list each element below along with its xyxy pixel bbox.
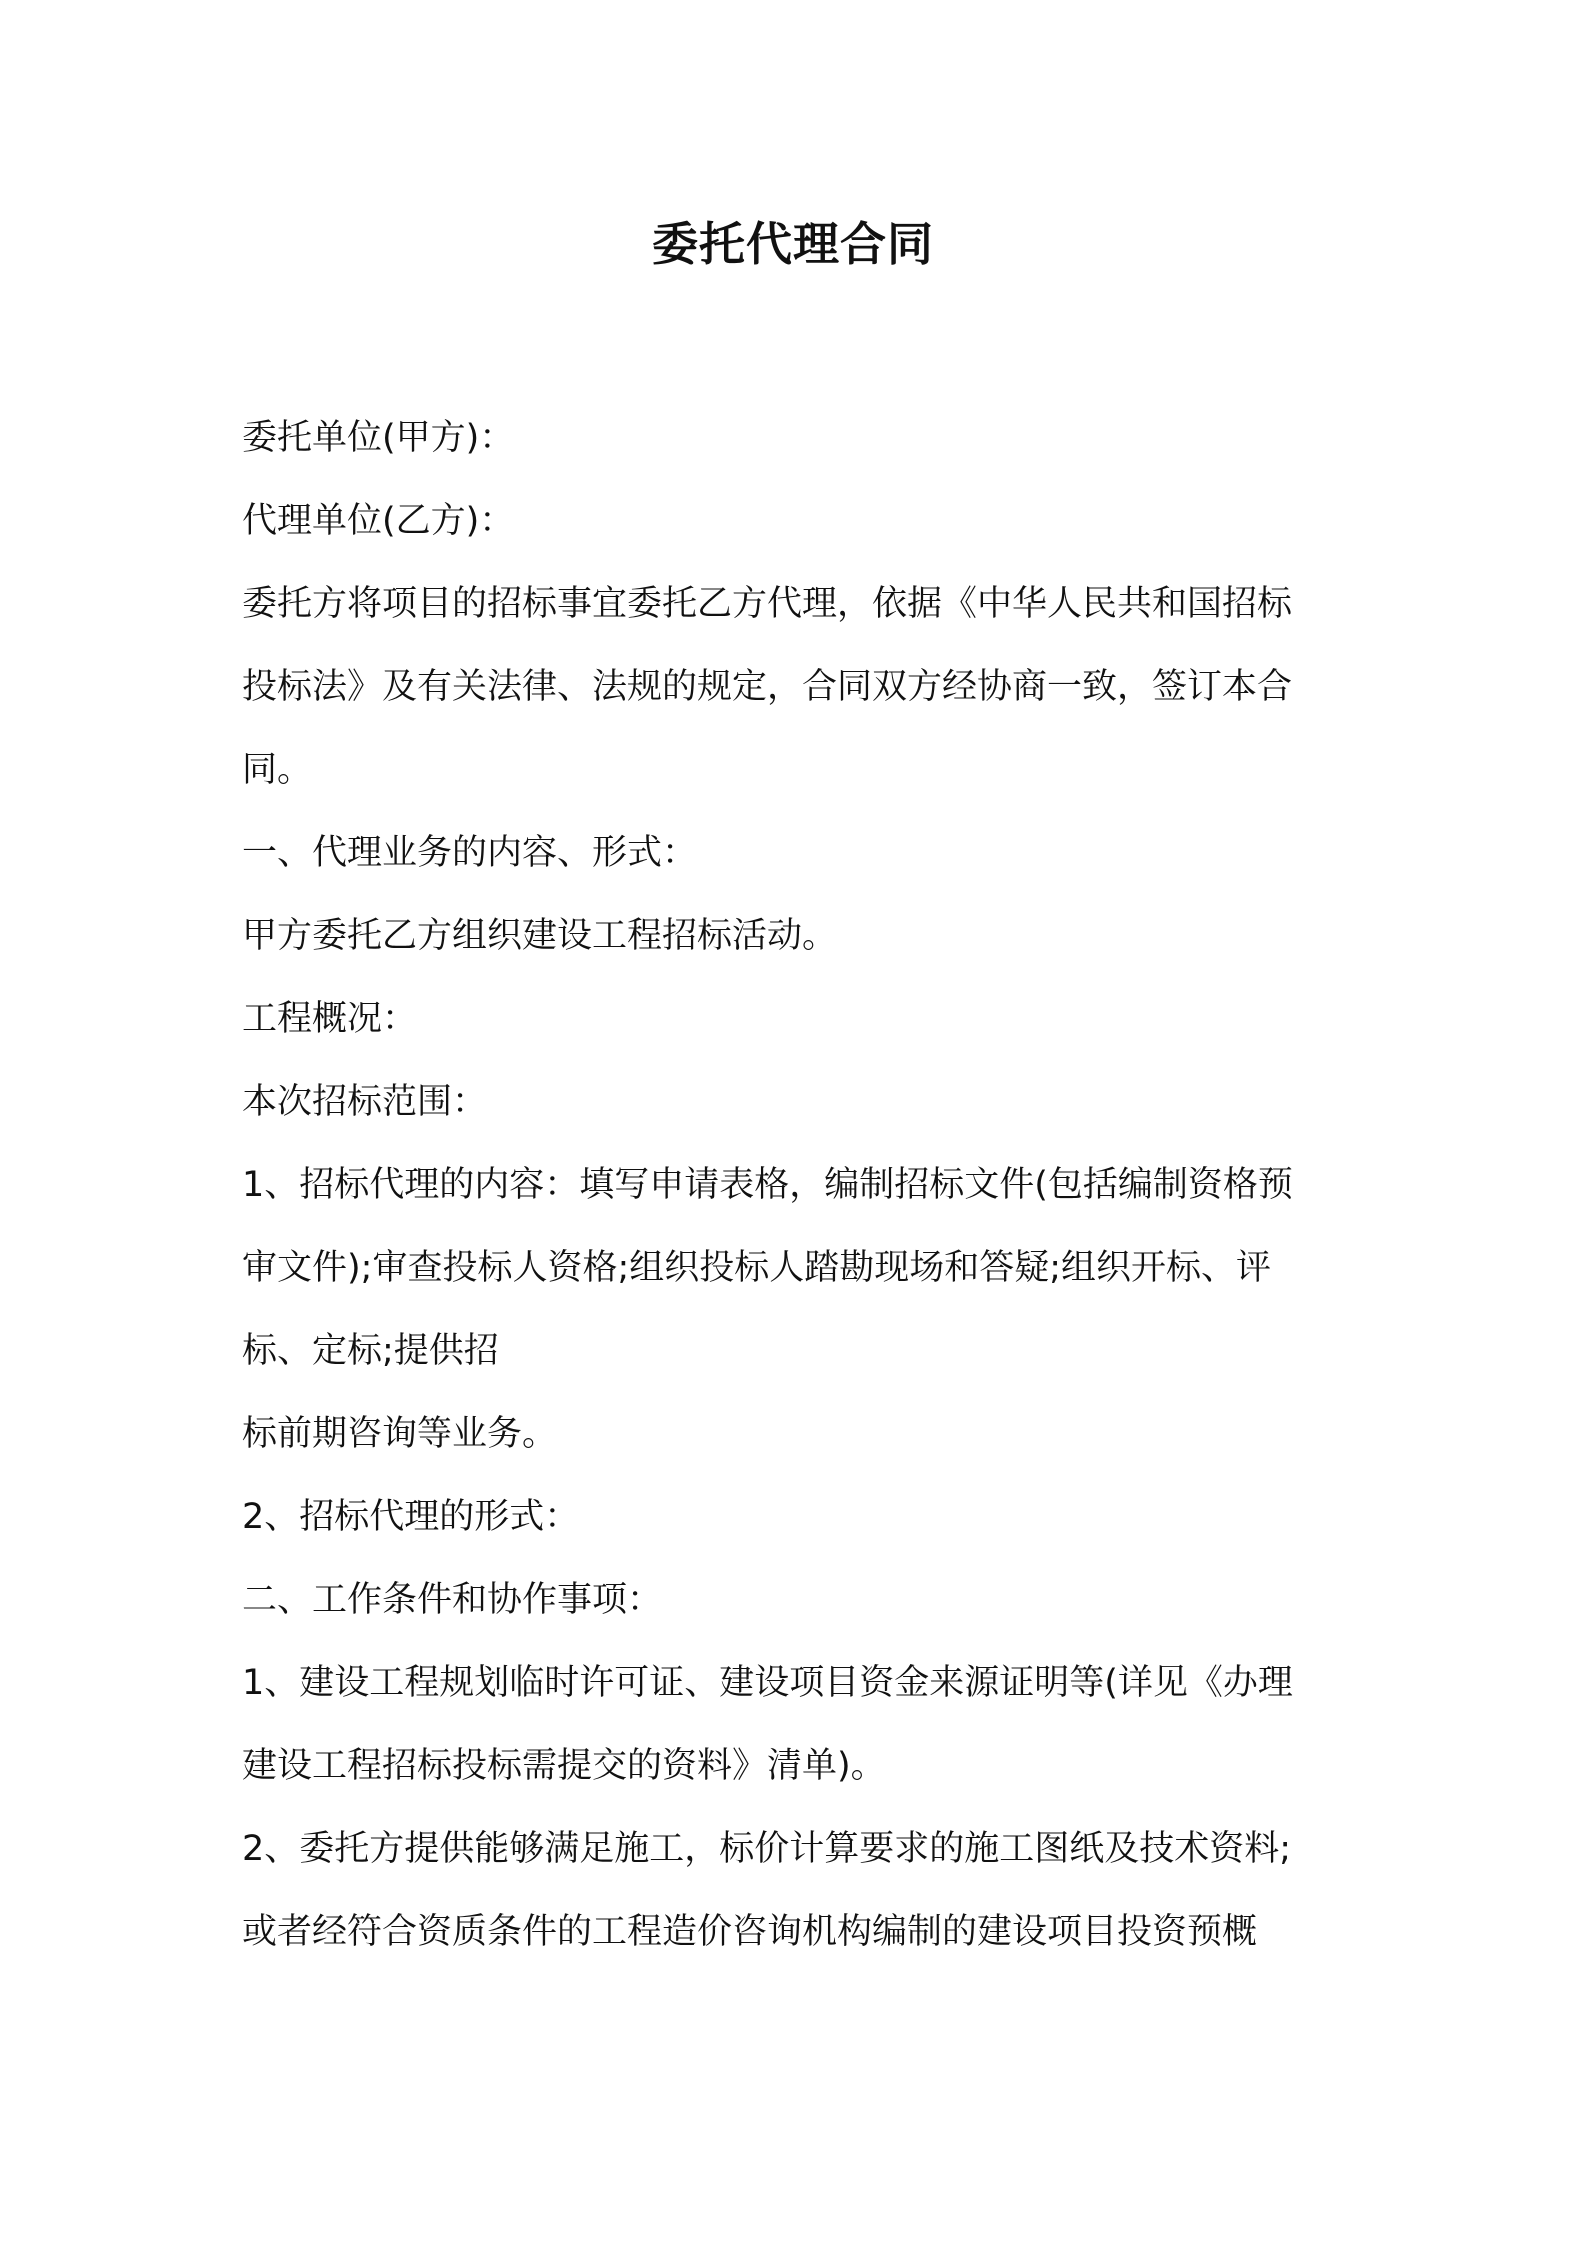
section-heading: 一、代理业务的内容、形式： bbox=[242, 833, 698, 873]
clause-line: 2、委托方提供能够满足施工，标价计算要求的施工图纸及技术资料; bbox=[242, 1829, 1292, 1869]
clause-line: 委托单位(甲方)： bbox=[242, 418, 515, 458]
clause-line: 同。 bbox=[242, 750, 313, 790]
clause-line: 代理单位(乙方)： bbox=[242, 501, 515, 541]
section-heading: 二、工作条件和协作事项： bbox=[242, 1580, 663, 1620]
clause-line: 甲方委托乙方组织建设工程招标活动。 bbox=[242, 916, 838, 956]
clause-line: 标、定标;提供招 bbox=[242, 1331, 499, 1371]
clause-line: 投标法》及有关法律、法规的规定，合同双方经协商一致，签订本合 bbox=[242, 667, 1293, 707]
clause-line: 或者经符合资质条件的工程造价咨询机构编制的建设项目投资预概 bbox=[242, 1912, 1258, 1952]
clause-line: 1、招标代理的内容：填写申请表格，编制招标文件(包括编制资格预 bbox=[242, 1165, 1293, 1205]
clause-line: 1、建设工程规划临时许可证、建设项目资金来源证明等(详见《办理 bbox=[242, 1663, 1293, 1703]
document-title: 委托代理合同 bbox=[652, 217, 934, 271]
clause-line: 委托方将项目的招标事宜委托乙方代理，依据《中华人民共和国招标 bbox=[242, 584, 1293, 624]
clause-line: 本次招标范围： bbox=[242, 1082, 488, 1122]
clause-line: 标前期咨询等业务。 bbox=[242, 1414, 558, 1454]
clause-line: 审文件);审查投标人资格;组织投标人踏勘现场和答疑;组织开标、评 bbox=[242, 1248, 1272, 1288]
clause-line: 工程概况： bbox=[242, 999, 418, 1039]
clause-line: 2、招标代理的形式： bbox=[242, 1497, 580, 1537]
clause-line: 建设工程招标投标需提交的资料》清单)。 bbox=[242, 1746, 886, 1786]
